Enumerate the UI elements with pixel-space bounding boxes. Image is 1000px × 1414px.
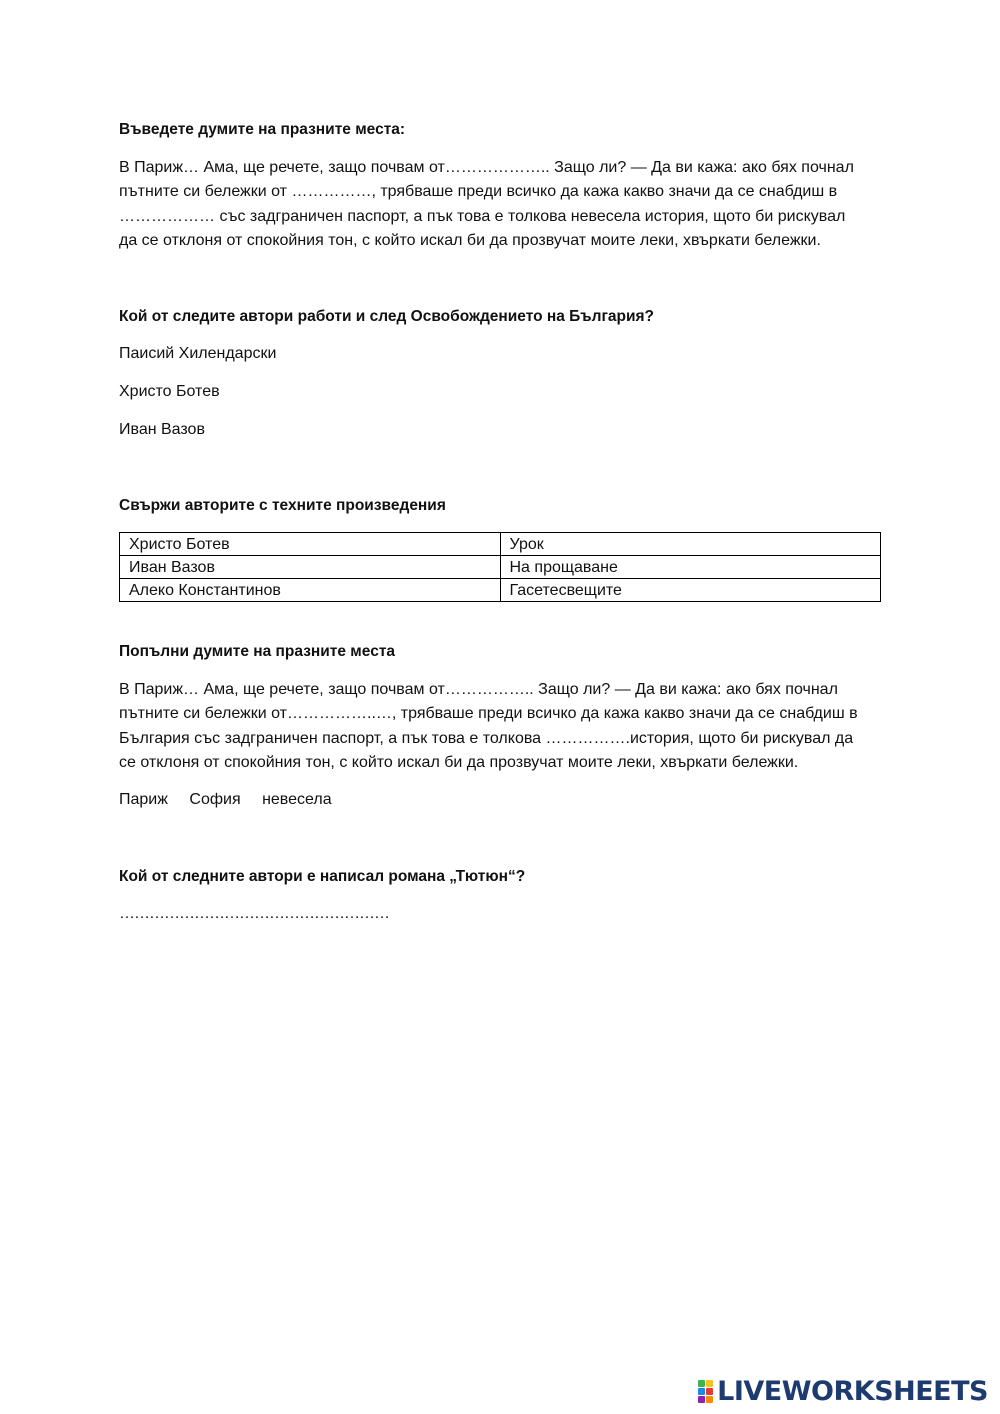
author-cell[interactable]: Христо Ботев — [120, 533, 501, 556]
q1-line-1: В Париж… Ама, ще речете, защо почвам от……………….. Защо ли? — Да ви кажа: ако бях почнал — [119, 159, 854, 176]
table-row — [120, 556, 881, 579]
logo-square — [706, 1396, 713, 1403]
q2-option-2[interactable]: Христо Ботев — [119, 383, 220, 400]
word-bank-item[interactable]: София — [189, 791, 241, 808]
q4-line-1: В Париж… Ама, ще речете, защо почвам от…………….. Защо ли? — Да ви кажа: ако бях почнал — [119, 681, 838, 698]
q4-heading: Попълни думите на празните места — [119, 643, 396, 660]
author-cell[interactable]: Иван Вазов — [120, 556, 501, 579]
q5-answer-field[interactable]: ……………………………………………… — [119, 905, 389, 922]
liveworksheets-logo-icon — [698, 1380, 713, 1403]
q1-paragraph — [119, 156, 881, 253]
work-cell[interactable]: Гасетесвещите — [500, 579, 881, 602]
liveworksheets-brand — [698, 1376, 988, 1407]
work-cell[interactable]: Урок — [500, 533, 881, 556]
author-cell[interactable]: Алеко Константинов — [120, 579, 501, 602]
q5-heading: Кой от следните автори е написал романа „Тютюн“? — [119, 868, 526, 885]
q1-heading: Въведете думите на празните места: — [119, 121, 406, 138]
logo-square — [706, 1380, 713, 1387]
work-cell[interactable]: На прощаване — [500, 556, 881, 579]
q1-line-3: ……………… със задграничен паспорт, а пък това е толкова невесела история, щото би рискувал — [119, 207, 846, 225]
brand-text: LIVEWORKSHEETS — [717, 1376, 988, 1407]
q4-line-3: България със задграничен паспорт, а пък това е толкова …………….история, щото би рискувал да — [119, 729, 854, 747]
word-bank — [119, 791, 349, 809]
q4-line-2: пътните си бележки от……………..…, трябваше преди всичко да кажа какво значи да се снабдиш в — [119, 705, 858, 723]
q4-paragraph — [119, 678, 881, 775]
q4-line-4: се отклоня от спокойния тон, с който искал би да прозвучат моите леки, хвъркати бележки. — [119, 753, 799, 771]
q2-option-3[interactable]: Иван Вазов — [119, 421, 205, 438]
q1-line-2: пътните си бележки от ……………, трябваше преди всичко да кажа какво значи да се снабдиш в — [119, 183, 838, 201]
q2-heading: Кой от следите автори работи и след Освобождението на България? — [119, 308, 655, 325]
q3-heading: Свържи авторите с техните произведения — [119, 497, 446, 514]
table-row — [120, 579, 881, 602]
word-bank-item[interactable]: невесела — [262, 791, 332, 808]
logo-square — [698, 1380, 705, 1387]
logo-square — [698, 1396, 705, 1403]
q2-option-1[interactable]: Паисий Хилендарски — [119, 345, 277, 362]
logo-square — [698, 1388, 705, 1395]
word-bank-item[interactable]: Париж — [119, 791, 168, 808]
q1-line-4: да се отклоня от спокойния тон, с който искал би да прозвучат моите леки, хвъркати бележки. — [119, 231, 821, 249]
table-row — [120, 533, 881, 556]
matching-table — [119, 532, 881, 602]
logo-square — [706, 1388, 713, 1395]
